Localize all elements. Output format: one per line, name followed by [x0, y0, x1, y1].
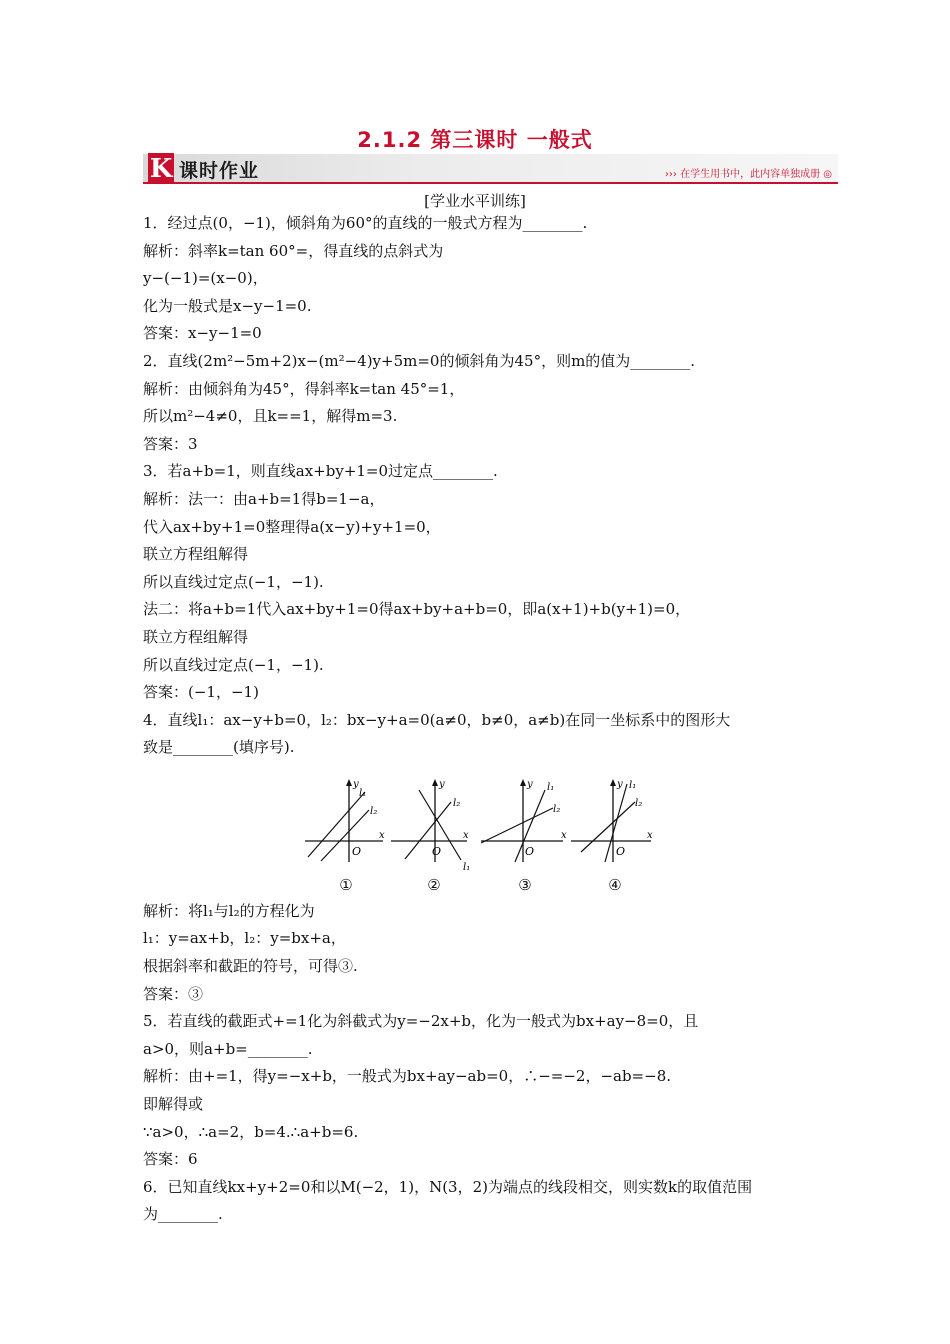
- banner-note: ››› 在学生用书中，此内容单独成册 ◎: [664, 169, 832, 180]
- text-line: 3．若a+b=1，则直线ax+by+1=0过定点________.: [143, 462, 498, 481]
- figure-2-label: ②: [427, 875, 441, 894]
- section-heading: [学业水平训练]: [424, 192, 526, 210]
- text-line: 根据斜率和截距的符号，可得③.: [143, 957, 358, 976]
- section-banner: [143, 150, 838, 184]
- svg-text:l₂: l₂: [453, 797, 461, 809]
- svg-text:O: O: [432, 844, 442, 858]
- document-body: [143, 210, 813, 1229]
- text-line: 解析：法一：由a+b=1得b=1−a，: [143, 489, 385, 508]
- text-line: 所以直线过定点(−1，−1).: [143, 572, 324, 591]
- svg-text:O: O: [352, 844, 362, 858]
- figure-4: [571, 762, 659, 898]
- text-line: ∵a>0，∴a=2，b=4.∴a+b=6.: [143, 1122, 359, 1141]
- figure-3-label: ③: [518, 875, 532, 894]
- svg-text:y: y: [353, 778, 359, 790]
- svg-text:y: y: [439, 778, 445, 790]
- svg-text:l₂: l₂: [370, 805, 378, 817]
- text-line: 联立方程组解得: [143, 627, 249, 646]
- text-line: 致是________(填序号).: [143, 738, 295, 757]
- svg-text:K: K: [149, 154, 173, 184]
- text-block-a: [143, 210, 813, 762]
- text-line: 答案：③: [143, 984, 204, 1003]
- text-line: 解析：由倾斜角为45°，得斜率k=tan 45°=1，: [143, 379, 465, 398]
- svg-text:x: x: [379, 829, 385, 841]
- figure-1: [303, 762, 389, 898]
- figure-4-label: ④: [608, 875, 622, 894]
- svg-text:y: y: [617, 778, 623, 790]
- svg-text:l₁: l₁: [359, 787, 367, 799]
- text-line: 法二：将a+b=1代入ax+by+1=0得ax+by+a+b=0，即a(x+1)+b(y+1)=0，: [143, 600, 691, 619]
- text-line: 5．若直线的截距式+=1化为斜截式为y=−2x+b，化为一般式为bx+ay−8=0，且: [143, 1012, 699, 1031]
- text-line: 解析：斜率k=tan 60°=，得直线的点斜式为: [143, 241, 444, 260]
- svg-text:O: O: [616, 844, 626, 858]
- text-line: 所以直线过定点(−1，−1).: [143, 655, 324, 674]
- svg-text:O: O: [525, 844, 535, 858]
- svg-text:l₂: l₂: [553, 803, 561, 815]
- figure-2: [391, 762, 477, 898]
- text-block-b: [143, 898, 813, 1229]
- text-line: l₁：y=ax+b，l₂：y=bx+a，: [143, 929, 346, 948]
- text-line: 代入ax+by+1=0整理得a(x−y)+y+1=0，: [143, 517, 441, 536]
- text-line: 为________.: [143, 1205, 223, 1224]
- figure-3: [481, 762, 569, 898]
- text-line: 2．直线(2m²−5m+2)x−(m²−4)y+5m=0的倾斜角为45°，则m的值为________.: [143, 351, 696, 370]
- text-line: 联立方程组解得: [143, 545, 249, 564]
- svg-text:l₁: l₁: [629, 779, 637, 791]
- svg-text:x: x: [561, 829, 567, 841]
- k-logo-icon: [147, 150, 175, 184]
- text-line: 化为一般式是x−y−1=0.: [143, 296, 312, 315]
- svg-text:y: y: [527, 778, 533, 790]
- banner-title: 课时作业: [179, 160, 260, 182]
- page-title: 2.1.2 第三课时 一般式: [357, 128, 593, 152]
- figure-1-label: ①: [339, 875, 353, 894]
- text-line: 答案：x−y−1=0: [143, 324, 262, 343]
- text-line: a>0，则a+b=________.: [143, 1039, 313, 1058]
- text-line: 解析：由+=1，得y=−x+b，一般式为bx+ay−ab=0，∴−=−2，−ab=−8.: [143, 1067, 672, 1086]
- text-line: 解析：将l₁与l₂的方程化为: [143, 901, 315, 920]
- text-line: 4．直线l₁：ax−y+b=0，l₂：bx−y+a=0(a≠0，b≠0，a≠b)在同一坐标系中的图形大: [143, 710, 731, 729]
- text-line: 1．经过点(0，−1)，倾斜角为60°的直线的一般式方程为________.: [143, 214, 588, 232]
- svg-text:x: x: [463, 829, 469, 841]
- figure-row: [143, 762, 813, 898]
- text-line: 所以m²−4≠0，且k==1，解得m=3.: [143, 407, 398, 426]
- text-line: 即解得或: [143, 1095, 204, 1114]
- text-line: 答案：(−1，−1): [143, 683, 259, 702]
- text-line: y−(−1)=(x−0)，: [143, 269, 268, 288]
- text-line: 答案：3: [143, 434, 198, 453]
- text-line: 答案：6: [143, 1150, 198, 1169]
- text-line: 6．已知直线kx+y+2=0和以M(−2，1)，N(3，2)为端点的线段相交，则实数k的取值范围: [143, 1177, 753, 1196]
- svg-text:l₁: l₁: [547, 781, 555, 793]
- svg-text:l₂: l₂: [635, 797, 643, 809]
- svg-text:l₁: l₁: [463, 861, 471, 873]
- svg-text:x: x: [647, 829, 653, 841]
